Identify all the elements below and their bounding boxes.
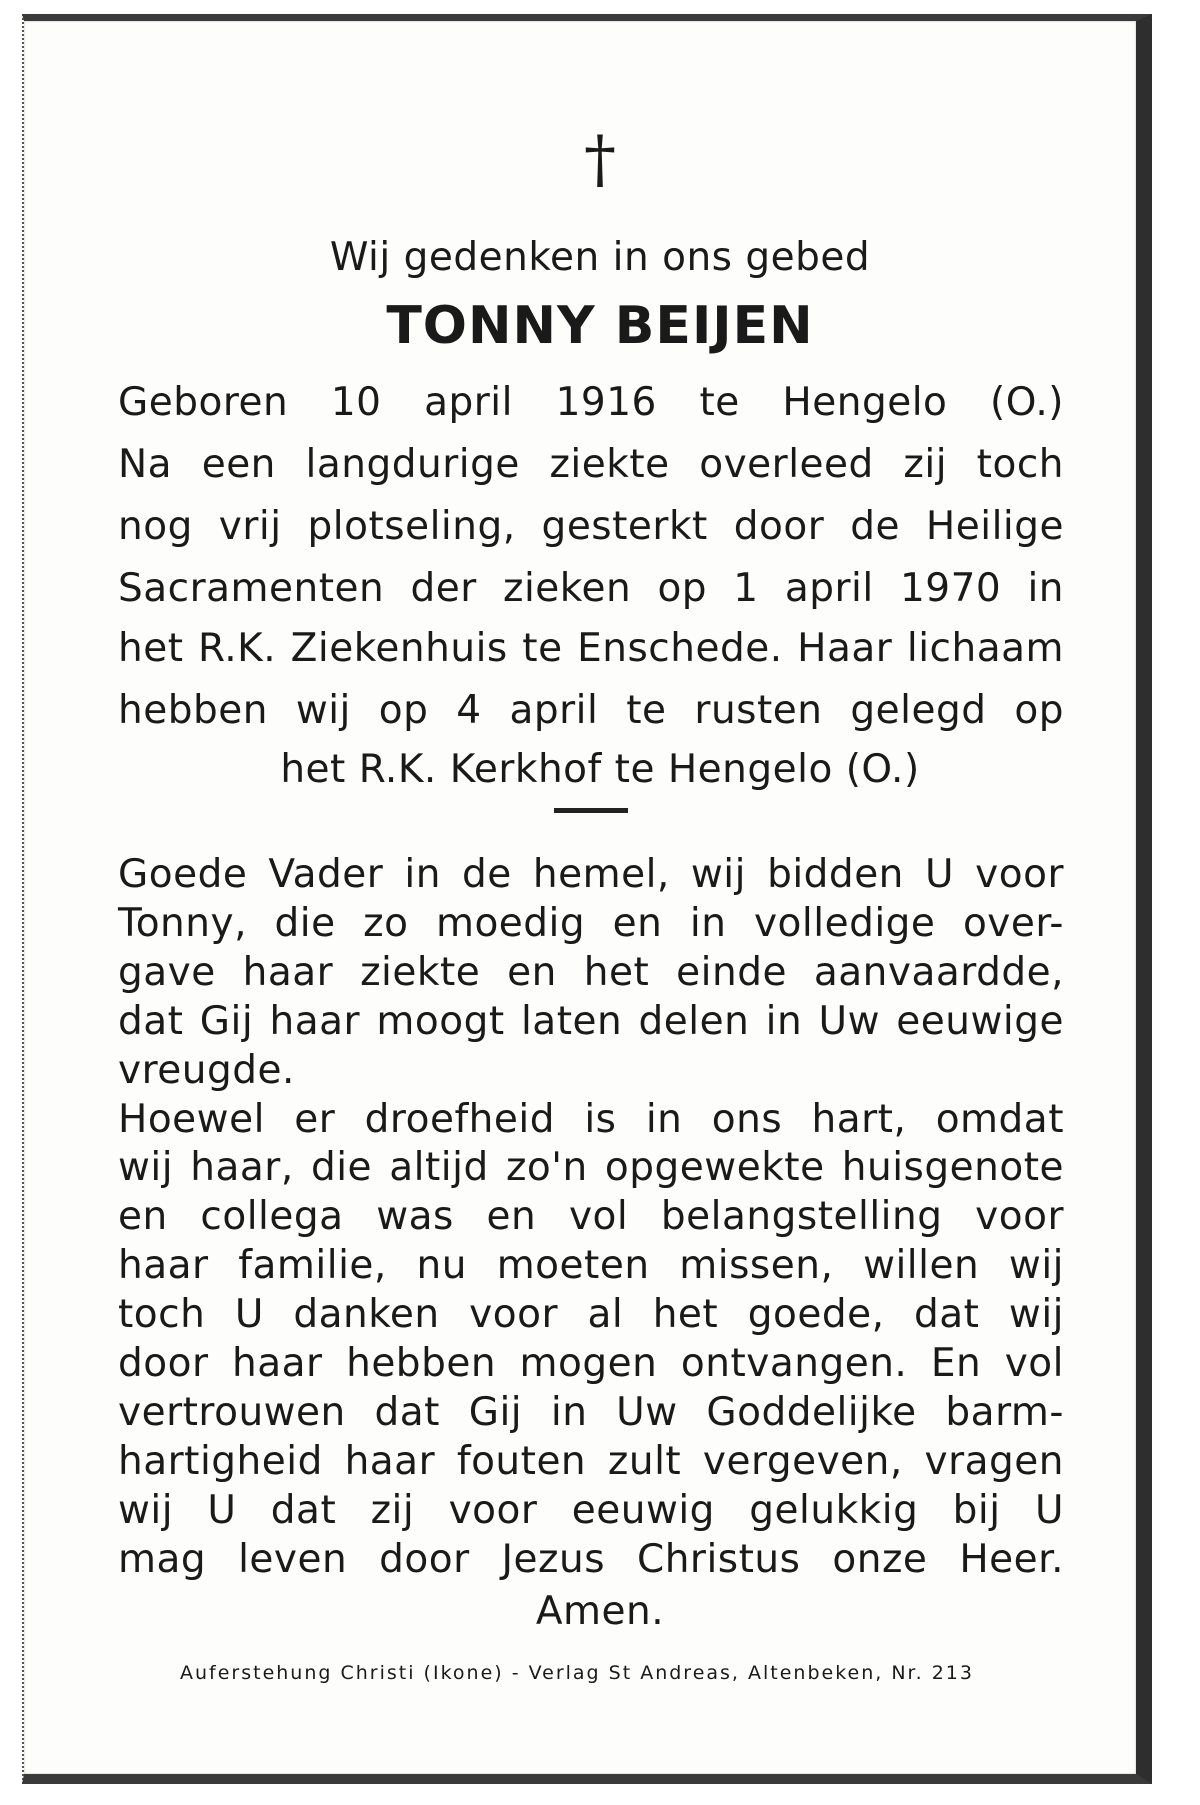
bio-line xyxy=(118,380,1064,425)
prayer-line xyxy=(118,1145,1064,1190)
prayer-line-text: dat Gij haar moogt laten delen in Uw eeuwige xyxy=(118,999,1064,1044)
prayer-line-text: door haar hebben mogen ontvangen. En vol xyxy=(118,1341,1064,1386)
bio-line-text: hebben wij op 4 april te rusten gelegd op xyxy=(118,688,1064,733)
prayer-line-text: en collega was en vol belangstelling voor xyxy=(118,1194,1064,1239)
amen-text: Amen. xyxy=(535,1589,665,1634)
prayer-line xyxy=(118,1292,1064,1337)
prayer-line-text: hartigheid haar fouten zult vergeven, vragen xyxy=(118,1439,1064,1484)
prayer-line-text: gave haar ziekte en het einde aanvaardde, xyxy=(118,950,1064,995)
separator-dash xyxy=(554,808,628,813)
deceased-name: TONNY BEIJEN xyxy=(386,296,814,356)
prayer-line-text: Hoewel er droefheid is in ons hart, omdat xyxy=(118,1097,1064,1142)
prayer-line-text: Goede Vader in de hemel, wij bidden U voor xyxy=(118,852,1064,897)
prayer-line-text: toch U danken voor al het goede, dat wij xyxy=(118,1292,1064,1337)
bio-line xyxy=(118,688,1064,733)
prayer-line-text: wij haar, die altijd zo'n opgewekte huisgenote xyxy=(118,1145,1064,1190)
intro-text: Wij gedenken in ons gebed xyxy=(329,235,871,280)
prayer-line: vreugde. xyxy=(118,1048,295,1093)
prayer-line xyxy=(118,852,1064,897)
bio-line xyxy=(118,566,1064,611)
prayer-line-text: haar familie, nu moeten missen, willen wij xyxy=(118,1243,1064,1288)
prayer-line xyxy=(118,1194,1064,1239)
bio-line-text: Na een langdurige ziekte overleed zij toch xyxy=(118,442,1064,487)
bio-line-text: Geboren 10 april 1916 te Hengelo (O.) xyxy=(118,380,1064,425)
prayer-line xyxy=(118,1341,1064,1386)
prayer-line xyxy=(118,1488,1064,1533)
bio-line-text: het R.K. Ziekenhuis te Enschede. Haar lichaam xyxy=(118,626,1064,671)
bio-line-text: Sacramenten der zieken op 1 april 1970 in xyxy=(118,566,1064,611)
prayer-line xyxy=(118,1439,1064,1484)
prayer-line xyxy=(118,1243,1064,1288)
prayer-line-text: wij U dat zij voor eeuwig gelukkig bij U xyxy=(118,1488,1064,1533)
prayer-line-text: mag leven door Jezus Christus onze Heer. xyxy=(118,1537,1064,1582)
prayer-line-text: vertrouwen dat Gij in Uw Goddelijke barm- xyxy=(118,1390,1064,1435)
bio-line xyxy=(118,504,1064,549)
prayer-line-text: Tonny, die zo moedig en in volledige over- xyxy=(118,901,1064,946)
prayer-line xyxy=(118,950,1064,995)
bio-line xyxy=(118,442,1064,487)
prayer-line xyxy=(118,901,1064,946)
bio-line xyxy=(118,626,1064,671)
publisher-footer: Auferstehung Christi (Ikone) - Verlag St Andreas, Altenbeken, Nr. 213 xyxy=(180,1662,974,1684)
cross-icon: † xyxy=(584,123,616,197)
bio-line-last: het R.K. Kerkhof te Hengelo (O.) xyxy=(280,747,920,792)
bio-line-text: nog vrij plotseling, gesterkt door de Heilige xyxy=(118,504,1064,549)
prayer-line xyxy=(118,1390,1064,1435)
prayer-line xyxy=(118,1537,1064,1582)
prayer-line xyxy=(118,999,1064,1044)
prayer-line xyxy=(118,1097,1064,1142)
